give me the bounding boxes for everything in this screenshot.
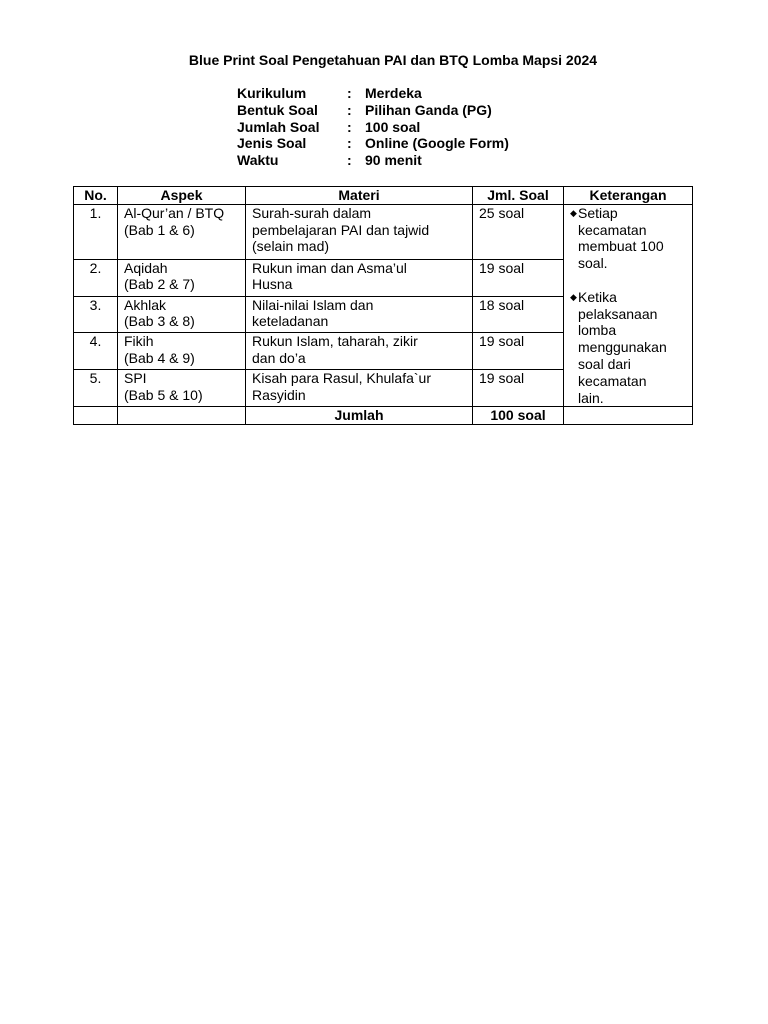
cell-jml-soal: 19 soal	[473, 370, 564, 407]
cell-jml-soal: 19 soal	[473, 259, 564, 296]
meta-value: 90 menit	[365, 152, 422, 169]
meta-value: Merdeka	[365, 85, 422, 101]
meta-row-jenis-soal	[237, 135, 509, 152]
meta-value: Pilihan Ganda (PG)	[365, 101, 492, 118]
document-title: Blue Print Soal Pengetahuan PAI dan BTQ Lomba Mapsi 2024	[188, 52, 598, 68]
keterangan-text: Ketika pelaksanaan lomba menggunakan soal dari kecamatan lain.	[578, 288, 667, 406]
meta-row-kurikulum	[237, 85, 509, 102]
cell-materi: Rukun Islam, taharah, zikir dan do’a	[246, 333, 473, 370]
cell-jml-soal: 19 soal	[473, 333, 564, 370]
table-total-row	[74, 407, 693, 425]
meta-label: Waktu	[237, 152, 279, 169]
diamond-bullet-icon: ◆	[570, 291, 577, 302]
cell-no: 5.	[74, 370, 118, 407]
meta-label: Jenis Soal	[237, 135, 307, 152]
meta-colon: :	[347, 85, 352, 101]
total-value: 100 soal	[473, 407, 564, 425]
meta-label: Jumlah Soal	[237, 118, 320, 135]
cell-empty	[74, 407, 118, 425]
meta-colon: :	[347, 101, 352, 118]
cell-jml-soal: 18 soal	[473, 296, 564, 333]
meta-colon: :	[347, 152, 352, 169]
meta-value: 100 soal	[365, 118, 421, 135]
meta-row-waktu	[237, 152, 509, 169]
diamond-bullet-icon: ◆	[570, 207, 577, 218]
cell-no: 1.	[74, 204, 118, 259]
meta-info	[237, 85, 509, 169]
meta-row-jumlah-soal	[237, 119, 509, 136]
cell-materi: Nilai-nilai Islam dan keteladanan	[246, 296, 473, 333]
cell-aspek: Akhlak (Bab 3 & 8)	[118, 296, 246, 333]
cell-empty	[118, 407, 246, 425]
meta-label: Bentuk Soal	[237, 101, 318, 118]
keterangan-item	[570, 205, 686, 272]
cell-aspek: Aqidah (Bab 2 & 7)	[118, 259, 246, 296]
keterangan-item	[570, 289, 686, 407]
cell-aspek: Fikih (Bab 4 & 9)	[118, 333, 246, 370]
cell-no: 4.	[74, 333, 118, 370]
keterangan-text: Setiap kecamatan membuat 100 soal.	[578, 204, 664, 272]
meta-label: Kurikulum	[237, 85, 307, 101]
cell-empty	[564, 407, 693, 425]
meta-colon: :	[347, 135, 352, 152]
header-no: No.	[74, 187, 118, 205]
cell-materi: Surah-surah dalam pembelajaran PAI dan tajwid (selain mad)	[246, 204, 473, 259]
cell-no: 2.	[74, 259, 118, 296]
header-keterangan: Keterangan	[564, 187, 693, 205]
cell-aspek: SPI (Bab 5 & 10)	[118, 370, 246, 407]
meta-value: Online (Google Form)	[365, 135, 509, 152]
table-header-row	[74, 187, 693, 205]
header-materi: Materi	[246, 187, 473, 205]
header-jml-soal: Jml. Soal	[473, 187, 564, 205]
cell-keterangan	[564, 204, 693, 407]
cell-materi: Kisah para Rasul, Khulafa`ur Rasyidin	[246, 370, 473, 407]
table-row	[74, 204, 693, 259]
meta-colon: :	[347, 118, 352, 135]
meta-row-bentuk-soal	[237, 102, 509, 119]
header-aspek: Aspek	[118, 187, 246, 205]
cell-aspek: Al-Qur’an / BTQ (Bab 1 & 6)	[118, 204, 246, 259]
cell-no: 3.	[74, 296, 118, 333]
cell-jml-soal: 25 soal	[473, 204, 564, 259]
cell-materi: Rukun iman dan Asma’ul Husna	[246, 259, 473, 296]
blueprint-table	[73, 186, 693, 425]
keterangan-list	[570, 205, 686, 407]
total-label: Jumlah	[246, 407, 473, 425]
